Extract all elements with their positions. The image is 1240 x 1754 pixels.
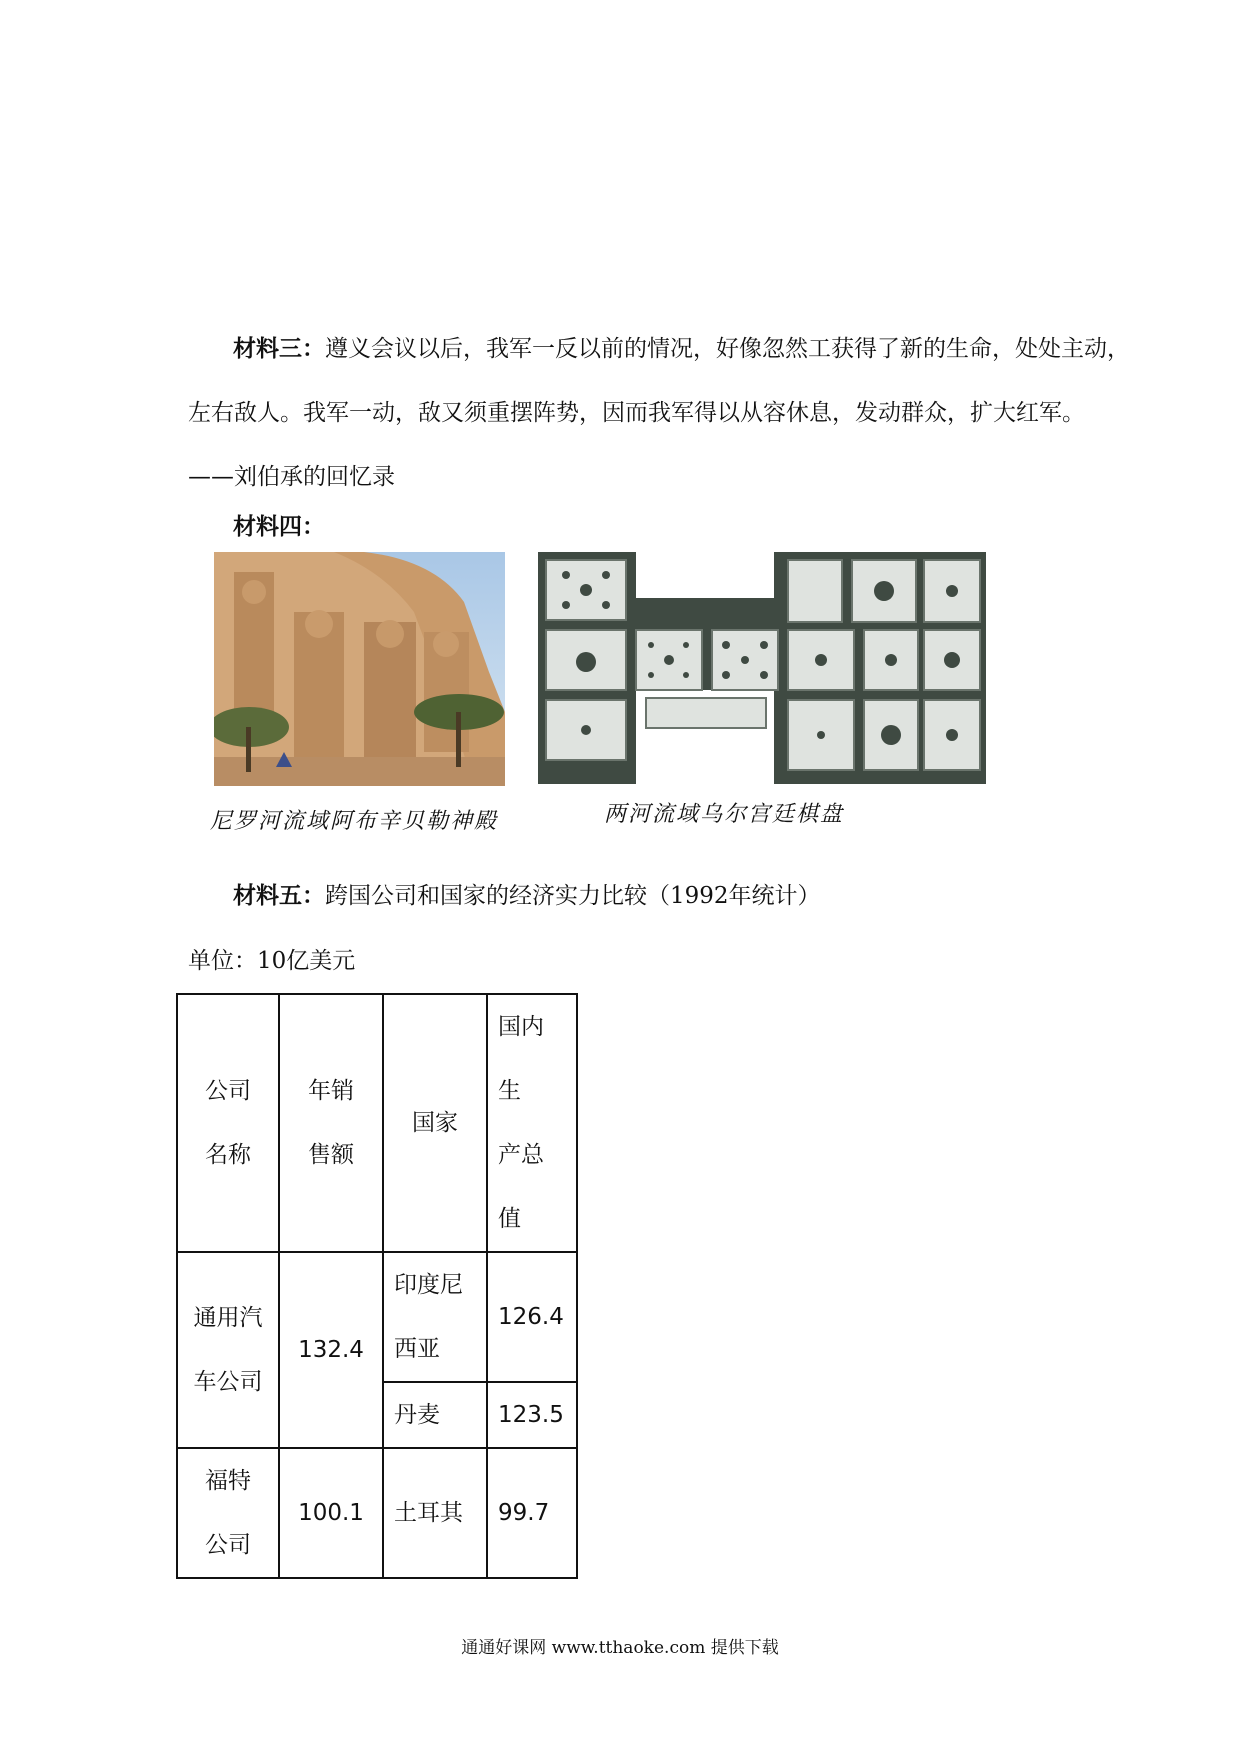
material3-source: ——刘伯承的回忆录 [188, 464, 395, 490]
material3-line1 [233, 334, 1130, 364]
header-sales: 年销 售额 [279, 994, 383, 1252]
table-header-row [177, 994, 577, 1252]
header-country: 国家 [383, 994, 487, 1252]
material5-heading [233, 881, 821, 911]
material3-label: 材料三： [233, 336, 325, 362]
table-row [177, 1252, 577, 1382]
country-cell: 印度尼 西亚 [383, 1252, 487, 1382]
economic-comparison-table [176, 993, 578, 1579]
unit-number: 10 [257, 948, 287, 974]
board-caption: 两河流域乌尔宫廷棋盘 [604, 802, 845, 827]
header-company: 公司 名称 [177, 994, 279, 1252]
material5-title-pre: 跨国公司和国家的经济实力比较（ [325, 883, 670, 909]
material5-title-year: 1992 [670, 883, 729, 909]
material5-title-post: 年统计） [728, 883, 821, 909]
country-cell: 丹麦 [383, 1382, 487, 1448]
company-cell: 通用汽 车公司 [177, 1252, 279, 1448]
material4-label: 材料四： [233, 514, 325, 540]
material3-text-1: 遵义会议以后，我军一反以前的情况，好像忽然工获得了新的生命，处处主动， [325, 336, 1130, 362]
country-cell: 土耳其 [383, 1448, 487, 1578]
gdp-cell: 123.5 [487, 1382, 577, 1448]
material5-label: 材料五： [233, 883, 325, 909]
material3-line2: 左右敌人。我军一动，敌又须重摆阵势，因而我军得以从容休息，发动群众，扩大红军。 [188, 400, 1085, 426]
page-footer: 通通好课网 www.tthaoke.com 提供下载 [461, 1638, 779, 1658]
temple-caption: 尼罗河流域阿布辛贝勒神殿 [210, 809, 499, 834]
sales-cell: 132.4 [279, 1252, 383, 1448]
abu-simbel-temple-image [214, 552, 505, 786]
unit-label: 单位： [188, 948, 257, 974]
table-row [177, 1448, 577, 1578]
company-cell: 福特 公司 [177, 1448, 279, 1578]
unit-line [188, 946, 355, 976]
ur-royal-game-board-image [536, 550, 988, 790]
header-gdp: 国内生 产总值 [487, 994, 577, 1252]
gdp-cell: 99.7 [487, 1448, 577, 1578]
sales-cell: 100.1 [279, 1448, 383, 1578]
gdp-cell: 126.4 [487, 1252, 577, 1382]
unit-text: 亿美元 [286, 948, 356, 974]
